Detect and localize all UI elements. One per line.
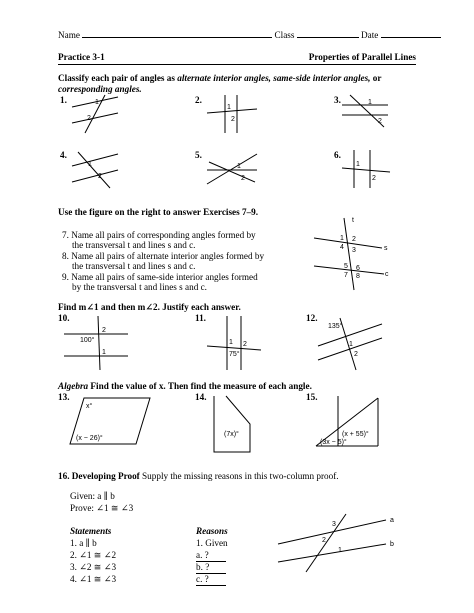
find-heading: Find m∠1 and then m∠2. Justify each answer. (58, 302, 241, 312)
figure-4 (70, 150, 130, 190)
svg-text:(3x − 5)°: (3x − 5)° (320, 439, 347, 446)
svg-text:3: 3 (332, 521, 336, 528)
svg-text:(x + 55)°: (x + 55)° (342, 431, 369, 438)
svg-text:2: 2 (372, 175, 376, 182)
angle-label-100: 100° (80, 337, 95, 344)
algebra-heading: Algebra Find the value of x. Then find the measure of each angle. (58, 381, 312, 391)
class-label: Class (274, 30, 295, 40)
exercise-15-number: 15. (306, 392, 318, 402)
figure-10 (62, 316, 132, 372)
svg-text:1: 1 (95, 99, 99, 106)
exercise-6-number: 6. (334, 150, 341, 160)
svg-text:5: 5 (344, 263, 348, 270)
classify-instructions-2: corresponding angles. (58, 84, 142, 94)
practice-number: Practice 3-1 (58, 52, 105, 62)
svg-text:2: 2 (322, 537, 326, 544)
svg-text:1: 1 (237, 163, 241, 170)
date-blank (381, 28, 441, 38)
figure-6 (340, 150, 400, 190)
proof-prove: Prove: ∠1 ≅ ∠3 (70, 503, 134, 513)
svg-text:2: 2 (87, 115, 91, 122)
svg-text:1: 1 (88, 161, 92, 168)
svg-text:2: 2 (102, 327, 106, 334)
question-9-line-2: by the transversal t and lines s and c. (72, 282, 207, 292)
svg-text:7: 7 (344, 272, 348, 279)
svg-text:6: 6 (356, 265, 360, 272)
svg-text:1: 1 (338, 547, 342, 554)
reason-c-blank[interactable]: c. ? (196, 574, 226, 586)
svg-text:2: 2 (352, 236, 356, 243)
date-label: Date (361, 30, 379, 40)
proof-given: Given: a ∥ b (70, 491, 115, 501)
svg-text:2: 2 (241, 175, 245, 182)
svg-text:(7x)°: (7x)° (224, 431, 239, 438)
reason-b-blank[interactable]: b. ? (196, 562, 226, 574)
svg-text:c: c (385, 271, 389, 278)
figure-16 (276, 514, 396, 574)
svg-text:x°: x° (86, 403, 93, 410)
svg-text:2: 2 (354, 351, 358, 358)
exercise-1-number: 1. (60, 95, 67, 105)
figure-13 (70, 396, 160, 448)
figure-14 (210, 396, 260, 456)
svg-text:8: 8 (356, 273, 360, 280)
figure-12 (316, 316, 386, 372)
svg-text:2: 2 (98, 173, 102, 180)
svg-text:1: 1 (227, 104, 231, 111)
exercise-4-number: 4. (60, 150, 67, 160)
name-blank (82, 28, 272, 38)
svg-text:a: a (390, 517, 394, 524)
figure-3 (340, 95, 400, 135)
exercise-10-number: 10. (58, 313, 70, 323)
svg-text:1: 1 (368, 99, 372, 106)
question-8-line-2: the transversal t and lines s and c. (72, 261, 196, 271)
statement-1: 1. a ∥ b (70, 538, 97, 548)
statement-4: 4. ∠1 ≅ ∠3 (70, 574, 117, 584)
svg-text:1: 1 (349, 341, 353, 348)
reasons-heading: Reasons (196, 526, 228, 536)
svg-text:2: 2 (378, 118, 382, 125)
exercise-5-number: 5. (195, 150, 202, 160)
reason-a-blank[interactable]: a. ? (196, 550, 226, 562)
exercise-13-number: 13. (58, 392, 70, 402)
svg-text:4: 4 (340, 244, 344, 251)
exercise-2-number: 2. (195, 95, 202, 105)
svg-text:t: t (352, 217, 354, 224)
proof-heading: 16. Developing Proof Supply the missing reasons in this two-column proof. (58, 471, 339, 481)
statement-2: 2. ∠1 ≅ ∠2 (70, 550, 117, 560)
angle-label-75: 75° (229, 351, 240, 358)
svg-text:1: 1 (229, 339, 233, 346)
svg-text:(x − 26)°: (x − 26)° (76, 435, 103, 442)
question-7-line-2: the transversal t and lines s and c. (72, 240, 196, 250)
use-figure-heading: Use the figure on the right to answer Exercises 7–9. (58, 207, 259, 217)
reason-1: 1. Given (196, 538, 228, 548)
title-rule (58, 64, 416, 65)
figure-1 (70, 95, 130, 135)
figure-2 (205, 95, 265, 135)
exercise-12-number: 12. (306, 313, 318, 323)
statements-heading: Statements (70, 526, 112, 536)
svg-text:1: 1 (102, 349, 106, 356)
exercise-11-number: 11. (195, 313, 206, 323)
question-8-line-1: 8. Name all pairs of alternate interior angles formed by (62, 251, 265, 261)
svg-text:2: 2 (231, 116, 235, 123)
svg-text:b: b (390, 541, 394, 548)
practice-title: Properties of Parallel Lines (308, 52, 416, 62)
name-field (58, 28, 441, 41)
svg-text:3: 3 (352, 247, 356, 254)
exercise-3-number: 3. (334, 95, 341, 105)
exercise-14-number: 14. (195, 392, 207, 402)
figure-7-9 (312, 214, 392, 294)
class-blank (297, 28, 359, 38)
svg-text:1: 1 (340, 235, 344, 242)
figure-5 (205, 150, 265, 190)
svg-text:s: s (384, 245, 388, 252)
question-7-line-1: 7. Name all pairs of corresponding angles formed by (62, 230, 256, 240)
angle-label-135: 135° (328, 323, 343, 330)
classify-instructions: Classify each pair of angles as alternate interior angles, same-side interior angles, or (58, 73, 382, 83)
svg-text:2: 2 (243, 341, 247, 348)
question-9-line-1: 9. Name all pairs of same-side interior angles formed (62, 272, 258, 282)
name-label: Name (58, 30, 80, 40)
figure-11 (205, 316, 265, 372)
figure-15 (316, 396, 386, 448)
statement-3: 3. ∠2 ≅ ∠3 (70, 562, 117, 572)
svg-text:1: 1 (356, 161, 360, 168)
